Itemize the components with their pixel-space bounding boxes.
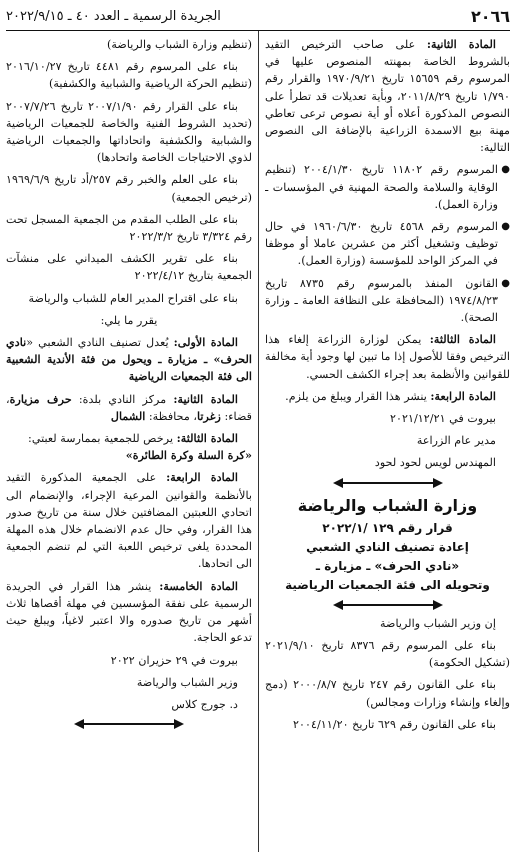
preamble-line: بناء على المرسوم رقم ٤٤٨١ تاريخ ٢٠١٦/١٠/٢٧ (تنظيم الحركة الرياضية والشبابية والكشفية) xyxy=(6,60,252,91)
article-one-para: المادة الأولى: يُعدل تصنيف النادي الشعبي «نادي الحرف» ـ مزيارة ـ ويحول من فئة الأندية الشعبية الى فئة الجمعيات الرياضية xyxy=(6,335,252,384)
preamble-line: إن وزير الشباب والرياضة xyxy=(379,616,496,630)
article-four-para: المادة الرابعة: على الجمعية المذكورة التقيد بالأنظمة والقوانين المرعية الإجراء، والإنضمام الى اتحادي اللعبتين المضافتين خلال سنة من تاريخ صدور هذا القرار، وفي حال عدم الانضمام خلال هذه المهلة المحددة يلغى ترخيص اللعبة التي لم تنضم الجمعية الى اتحادها. xyxy=(6,470,252,571)
decides-heading: يقرر ما يلي: xyxy=(100,313,158,327)
bullet-item: ● المرسوم رقم ٤٥٦٨ تاريخ ١٩٦٠/٦/٣٠ في حال توظيف وتشغيل أكثر من عشرين عاملا أو موظفا في المركز الواحد للمؤسسة (وزارة العمل). xyxy=(265,220,510,268)
preamble-line: بناء على تقرير الكشف الميداني على منشآت الجمعية بتاريخ ٢٠٢٢/٤/١٢ xyxy=(6,252,252,283)
section-divider-ornament xyxy=(265,477,510,489)
signatory-name: المهندس لويس لحود لحود xyxy=(374,456,496,470)
ministry-title: وزارة الشباب والرياضة xyxy=(297,495,478,515)
article-two-para: المادة الثانية: مركز النادي بلدة: حرف مزيارة، قضاء: زغرتا، محافظة: الشمال xyxy=(6,391,252,423)
preamble-line: (تنظيم وزارة الشباب والرياضة) xyxy=(107,38,252,51)
preamble-line: بناء على القانون رقم ٦٢٩ تاريخ ٢٠٠٤/١١/٢٠ xyxy=(292,717,496,731)
page-header xyxy=(6,4,510,28)
preamble-line: بناء على القرار رقم ٢٠٠٧/١/٩٠ تاريخ ٢٠٠٧/٧/٢٦ (تحديد الشروط الفنية والخاصة للجمعيات الرياضية والشبابية والكشفية واتحاداتها والجمعيات الرياضية لذوي الاحتياجات الخاصة واتحادها) xyxy=(6,99,252,165)
bullet-icon: ● xyxy=(501,164,510,176)
left-column xyxy=(6,36,252,852)
decision-subject-3: وتحويله الى فئة الجمعيات الرياضية xyxy=(285,578,490,593)
decision-subject-2: «نادي الحرف» ـ مزيارة ـ xyxy=(315,559,460,574)
section-divider-ornament xyxy=(6,718,252,730)
preamble-line: بناء على القانون رقم ٢٤٧ تاريخ ٢٠٠٠/٨/٧ (دمج وإلغاء وإنشاء وزارات ومجالس) xyxy=(265,678,510,709)
section-divider-ornament xyxy=(265,599,510,611)
header-issue-info: الجريدة الرسمية ـ العدد ٤٠ ـ ٢٠٢٢/٩/١٥ xyxy=(6,8,221,24)
signatory-name: د. جورج كلاس xyxy=(171,697,238,711)
preamble-line: بناء على العلم والخبر رقم ٢٥٧/أد تاريخ ١٩٦٩/٦/٩ (ترخيص الجمعية) xyxy=(6,173,252,204)
decision-date: بيروت في ٢٠٢١/١٢/٢١ xyxy=(389,412,496,426)
article-five-para: المادة الخامسة: ينشر هذا القرار في الجريدة الرسمية على نفقة المؤسسين في مهلة أقصاها ثلاث أشهر من تاريخ صدوره والا اعتبر لاغياً، ويبلغ حيث تدعو الحاجة. xyxy=(6,578,252,645)
right-column xyxy=(265,36,510,852)
bullet-item: ● المرسوم رقم ١١٨٠٢ تاريخ ٢٠٠٤/١/٣٠ (تنظيم الوقاية والسلامة والصحة المهنية في المؤسسات ـ وزارة العمل). xyxy=(265,163,510,211)
page-number: ٢٠٦٦ xyxy=(470,6,510,26)
signatory-title: مدير عام الزراعة xyxy=(416,434,496,448)
preamble-line: بناء على الطلب المقدم من الجمعية المسجل تحت رقم ٣/٣٢٤ تاريخ ٢٠٢٢/٣/٢ xyxy=(6,212,252,244)
preamble-line: بناء على اقتراح المدير العام للشباب والرياضة xyxy=(28,291,238,305)
bullet-item: ● القانون المنفذ بالمرسوم رقم ٨٧٣٥ تاريخ ١٩٧٤/٨/٢٣ (المحافظة على النظافة العامة ـ وزارة الصحة). xyxy=(265,276,510,325)
article-three-para: المادة الثالثة: يرخص للجمعية بممارسة لعبتي: «كرة السلة وكرة الطائرة» xyxy=(28,431,252,463)
preamble-line: بناء على المرسوم رقم ٨٣٧٦ تاريخ ٢٠٢١/٩/١٠ (تشكيل الحكومة) xyxy=(265,638,510,670)
article-three-para: المادة الثالثة: يمكن لوزارة الزراعة إلغاء هذا الترخيص وفقا للأصول إذا ما تبين لها وجود أية مخالفة للقوانين والأنظمة بعد إجراء الكشف الحسي. xyxy=(265,332,510,381)
decision-subject-1: إعادة تصنيف النادي الشعبي xyxy=(306,540,469,555)
decision-date: بيروت في ٢٩ حزيران ٢٠٢٢ xyxy=(110,653,238,667)
signatory-title: وزير الشباب والرياضة xyxy=(136,675,238,689)
column-divider xyxy=(258,31,259,852)
article-four-para: المادة الرابعة: ينشر هذا القرار ويبلغ من يلزم. xyxy=(285,388,496,403)
decision-number: قرار رقم ١٢٩ /٢٠٢٢/١ xyxy=(322,520,453,535)
bullet-icon: ● xyxy=(501,221,510,233)
bullet-icon: ● xyxy=(501,277,510,289)
article-two-para: المادة الثانية: على صاحب الترخيص التقيد بالشروط الخاصة بمهنته المنصوص عليها في المرسوم رقم ١٥٦٥٩ تاريخ ١٩٧٠/٩/٢١ والقرار رقم ١/٧٩٠ تاريخ ٢٠١١/٨/٢٩، وبأية تعديلات قد تطرأ على النصوص المذكورة أعلاه أو أية نصوص ترعى تعاطي مهنة بيع الاسمدة الزراعية بالإضافة الى النصوص التالية: xyxy=(265,37,510,155)
